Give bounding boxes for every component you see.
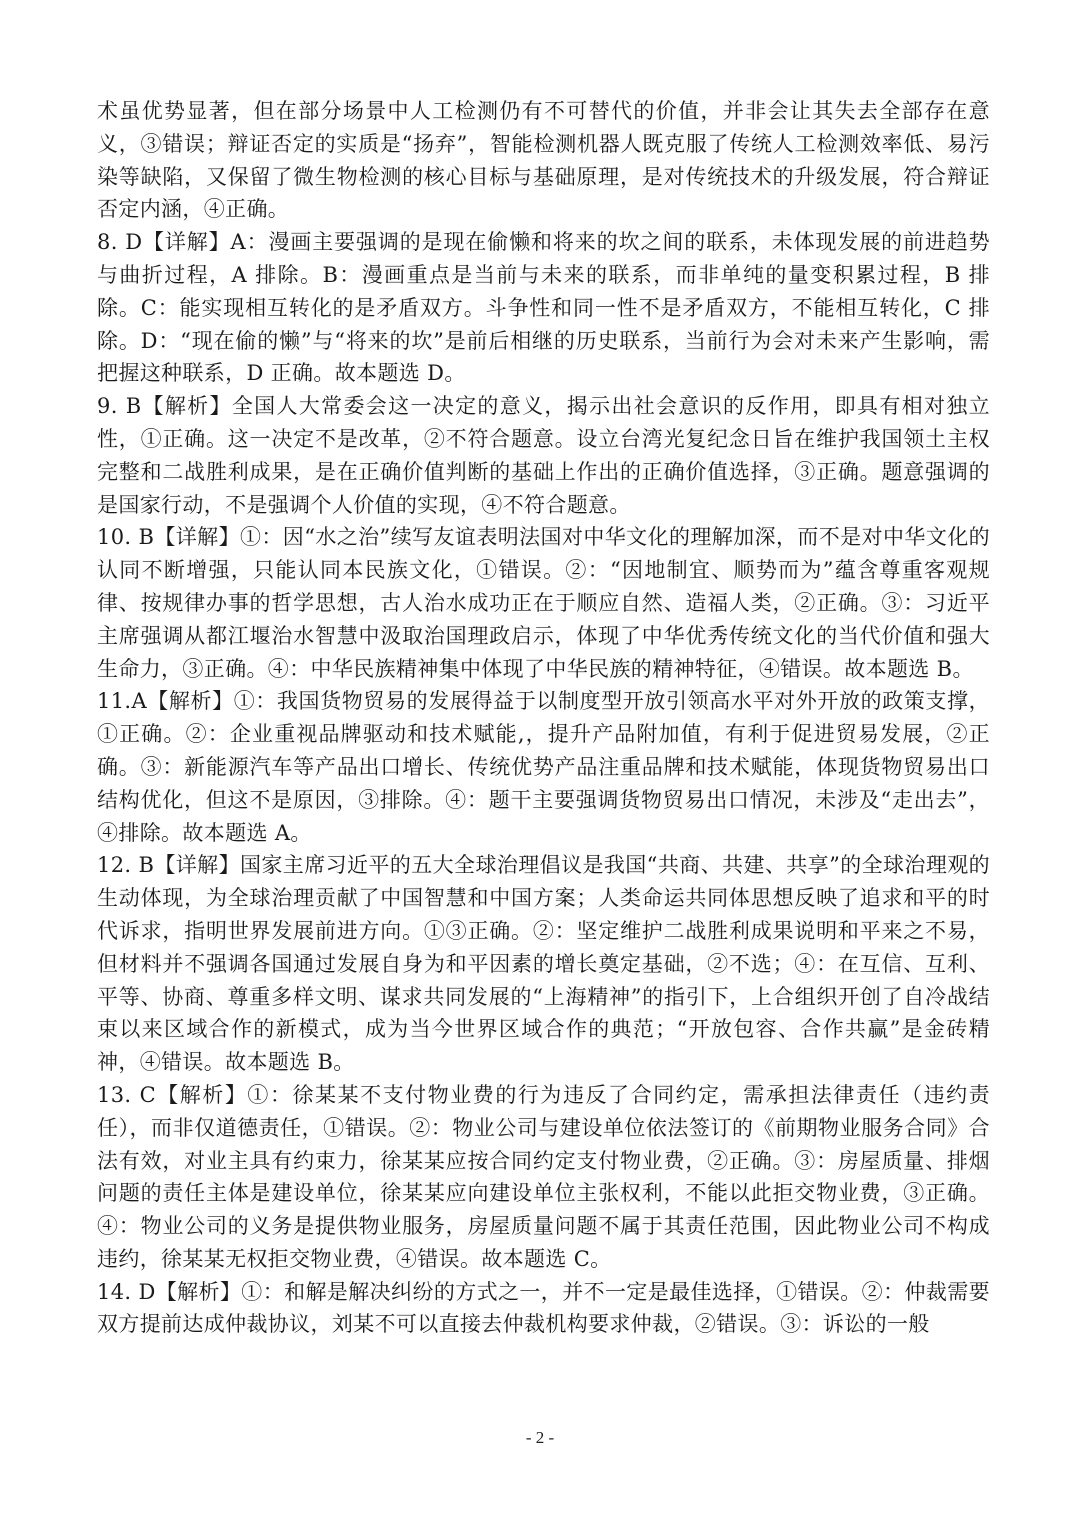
answer-13-explanation: 13. C【解析】①：徐某某不支付物业费的行为违反了合同约定，需承担法律责任（违约责任），而非仅道德责任，①错误。②：物业公司与建设单位依法签订的《前期物业服务合同》合法有效，对业主具有约束力，徐某某应按合同约定支付物业费，②正确。③：房屋质量、排烟问题的责任主体是建设单位，徐某某应向建设单位主张权利，不能以此拒交物业费，③正确。④：物业公司的义务是提供物业服务，房屋质量问题不属于其责任范围，因此物业公司不构成违约，徐某某无权拒交物业费，④错误。故本题选 C。: [97, 1082, 990, 1271]
answer-11-explanation: 11.A【解析】①：我国货物贸易的发展得益于以制度型开放引领高水平对外开放的政策支撑，①正确。②：企业重视品牌驱动和技术赋能,，提升产品附加值，有利于促进贸易发展，②正确。③：新能源汽车等产品出口增长、传统优势产品注重品牌和技术赋能，体现货物贸易出口结构优化，但这不是原因，③排除。④：题干主要强调货物贸易出口情况，未涉及“走出去”，④排除。故本题选 A。: [97, 689, 990, 845]
paragraph-continuation: 术虽优势显著，但在部分场景中人工检测仍有不可替代的价值，并非会让其失去全部存在意义，③错误；辩证否定的实质是“扬弃”，智能检测机器人既克服了传统人工检测效率低、易污染等缺陷，又保留了微生物检测的核心目标与基础原理，是对传统技术的升级发展，符合辩证否定内涵，④正确。: [97, 99, 990, 222]
answer-9-explanation: 9. B【解析】全国人大常委会这一决定的意义，揭示出社会意识的反作用，即具有相对独立性，①正确。这一决定不是改革，②不符合题意。设立台湾光复纪念日旨在维护我国领土主权完整和二战胜利成果，是在正确价值判断的基础上作出的正确价值选择，③正确。题意强调的是国家行动，不是强调个人价值的实现，④不符合题意。: [97, 394, 990, 517]
answer-explanations: [97, 95, 990, 1341]
answer-10-explanation: 10. B【详解】①：因“水之治”续写友谊表明法国对中华文化的理解加深，而不是对中华文化的认同不断增强，只能认同本民族文化，①错误。②：“因地制宜、顺势而为”蕴含尊重客观规律、按规律办事的哲学思想，古人治水成功正在于顺应自然、造福人类，②正确。③：习近平主席强调从都江堰治水智慧中汲取治国理政启示，体现了中华优秀传统文化的当代价值和强大生命力，③正确。④：中华民族精神集中体现了中华民族的精神特征，④错误。故本题选 B。: [97, 525, 990, 681]
answer-12-explanation: 12. B【详解】国家主席习近平的五大全球治理倡议是我国“共商、共建、共享”的全球治理观的生动体现，为全球治理贡献了中国智慧和中国方案；人类命运共同体思想反映了追求和平的时代诉求，指明世界发展前进方向。①③正确。②：坚定维护二战胜利成果说明和平来之不易，但材料并不强调各国通过发展自身为和平因素的增长奠定基础，②不选；④：在互信、互利、平等、协商、尊重多样文明、谋求共同发展的“上海精神”的指引下，上合组织开创了自冷战结束以来区域合作的新模式，成为当今世界区域合作的典范；“开放包容、合作共赢”是金砖精神，④错误。故本题选 B。: [97, 853, 990, 1075]
page-number: - 2 -: [525, 1428, 555, 1447]
answer-14-explanation: 14. D【解析】①：和解是解决纠纷的方式之一，并不一定是最佳选择，①错误。②：仲裁需要双方提前达成仲裁协议，刘某不可以直接去仲裁机构要求仲裁，②错误。③：诉讼的一般: [97, 1279, 990, 1337]
answer-8-explanation: 8. D【详解】A：漫画主要强调的是现在偷懒和将来的坎之间的联系，未体现发展的前进趋势与曲折过程，A 排除。B：漫画重点是当前与未来的联系，而非单纯的量变积累过程，B 排除。C：能实现相互转化的是矛盾双方。斗争性和同一性不是矛盾双方，不能相互转化，C 排除。D：“现在偷的懒”与“将来的坎”是前后相继的历史联系，当前行为会对未来产生影响，需把握这种联系，D 正确。故本题选 D。: [97, 230, 990, 386]
